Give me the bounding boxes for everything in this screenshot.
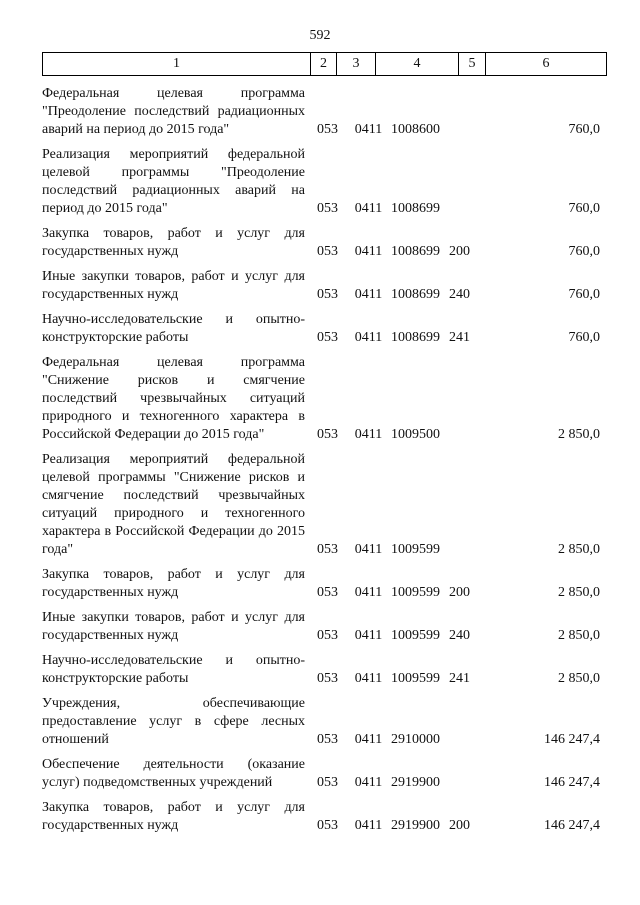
row-description: Федеральная целевая программа "Снижение рисков и смягчение последствий чрезвычайных ситуаций природного и техногенного характера в Российской Федерации до 2015 года" [42, 355, 305, 442]
table-row [42, 354, 607, 444]
row-col-2: 053 [317, 671, 338, 686]
row-col-4: 2919900 [391, 818, 440, 833]
row-col-4: 1008699 [391, 201, 440, 216]
row-col-3: 0411 [354, 775, 383, 790]
row-col-2: 053 [317, 122, 338, 137]
row-col-4: 1009599 [391, 628, 440, 643]
row-col-2: 053 [317, 775, 338, 790]
table-row [42, 566, 607, 602]
row-col-6: 760,0 [568, 244, 600, 259]
header-col-5: 5 [459, 53, 486, 75]
row-col-2: 053 [317, 427, 338, 442]
row-col-6: 760,0 [568, 122, 600, 137]
row-col-2: 053 [317, 818, 338, 833]
row-col-4: 2910000 [391, 732, 440, 747]
row-col-4: 1009599 [391, 671, 440, 686]
row-col-6: 2 850,0 [558, 542, 600, 557]
row-col-6: 146 247,4 [544, 818, 600, 833]
row-col-5: 200 [449, 818, 470, 833]
row-col-3: 0411 [354, 732, 383, 747]
row-col-2: 053 [317, 732, 338, 747]
row-description: Федеральная целевая программа "Преодоление последствий радиационных аварий на период до 2015 года" [42, 86, 305, 137]
header-col-4: 4 [376, 53, 459, 75]
row-col-3: 0411 [354, 201, 383, 216]
table-row [42, 799, 607, 835]
table-row [42, 146, 607, 218]
table-row [42, 652, 607, 688]
row-col-6: 760,0 [568, 330, 600, 345]
table-row [42, 756, 607, 792]
row-col-3: 0411 [354, 427, 383, 442]
table-row [42, 225, 607, 261]
row-description: Реализация мероприятий федеральной целевой программы "Преодоление последствий радиационных аварий на период до 2015 года" [42, 147, 305, 216]
row-col-4: 1008699 [391, 244, 440, 259]
row-col-2: 053 [317, 585, 338, 600]
row-description: Научно-исследовательские и опытно-конструкторские работы [42, 653, 305, 686]
row-col-6: 2 850,0 [558, 585, 600, 600]
page-number: 592 [309, 28, 331, 43]
row-col-5: 240 [449, 287, 470, 302]
row-description: Закупка товаров, работ и услуг для государственных нужд [42, 567, 305, 600]
row-description: Учреждения, обеспечивающие предоставление услуг в сфере лесных отношений [42, 696, 305, 747]
row-col-4: 1008600 [391, 122, 440, 137]
row-col-3: 0411 [354, 244, 383, 259]
row-col-3: 0411 [354, 628, 383, 643]
row-col-2: 053 [317, 542, 338, 557]
row-col-2: 053 [317, 287, 338, 302]
row-col-3: 0411 [354, 122, 383, 137]
row-col-3: 0411 [354, 818, 383, 833]
row-description: Реализация мероприятий федеральной целевой программы "Снижение рисков и смягчение последствий чрезвычайных ситуаций природного и техногенного характера в Российской Федерации до 2015 года" [42, 452, 305, 557]
row-col-6: 760,0 [568, 287, 600, 302]
table-row [42, 451, 607, 559]
row-description: Закупка товаров, работ и услуг для государственных нужд [42, 226, 305, 259]
row-col-3: 0411 [354, 585, 383, 600]
row-col-2: 053 [317, 330, 338, 345]
row-col-3: 0411 [354, 542, 383, 557]
table-row [42, 311, 607, 347]
row-col-6: 146 247,4 [544, 775, 600, 790]
header-col-6: 6 [542, 56, 550, 71]
row-col-6: 146 247,4 [544, 732, 600, 747]
row-col-2: 053 [317, 628, 338, 643]
row-col-5: 241 [449, 671, 470, 686]
header-col-3: 3 [337, 53, 376, 75]
row-col-4: 1009500 [391, 427, 440, 442]
row-col-5: 200 [449, 585, 470, 600]
row-col-6: 2 850,0 [558, 671, 600, 686]
row-col-5: 240 [449, 628, 470, 643]
row-col-3: 0411 [354, 671, 383, 686]
row-col-6: 2 850,0 [558, 427, 600, 442]
row-col-6: 2 850,0 [558, 628, 600, 643]
row-col-4: 1009599 [391, 585, 440, 600]
row-col-5: 241 [449, 330, 470, 345]
row-col-3: 0411 [354, 287, 383, 302]
row-col-6: 760,0 [568, 201, 600, 216]
row-col-2: 053 [317, 201, 338, 216]
row-col-4: 2919900 [391, 775, 440, 790]
row-col-4: 1008699 [391, 287, 440, 302]
table-row [42, 268, 607, 304]
row-description: Иные закупки товаров, работ и услуг для государственных нужд [42, 269, 305, 302]
header-col-2: 2 [311, 53, 337, 75]
table-header [42, 52, 607, 76]
table-body [42, 85, 607, 842]
row-description: Обеспечение деятельности (оказание услуг) подведомственных учреждений [42, 757, 305, 790]
row-description: Иные закупки товаров, работ и услуг для государственных нужд [42, 610, 305, 643]
row-col-4: 1009599 [391, 542, 440, 557]
row-description: Научно-исследовательские и опытно-конструкторские работы [42, 312, 305, 345]
table-row [42, 695, 607, 749]
table-row [42, 85, 607, 139]
row-col-3: 0411 [354, 330, 383, 345]
row-description: Закупка товаров, работ и услуг для государственных нужд [42, 800, 305, 833]
row-col-2: 053 [317, 244, 338, 259]
table-row [42, 609, 607, 645]
row-col-5: 200 [449, 244, 470, 259]
row-col-4: 1008699 [391, 330, 440, 345]
header-col-1: 1 [43, 53, 311, 75]
